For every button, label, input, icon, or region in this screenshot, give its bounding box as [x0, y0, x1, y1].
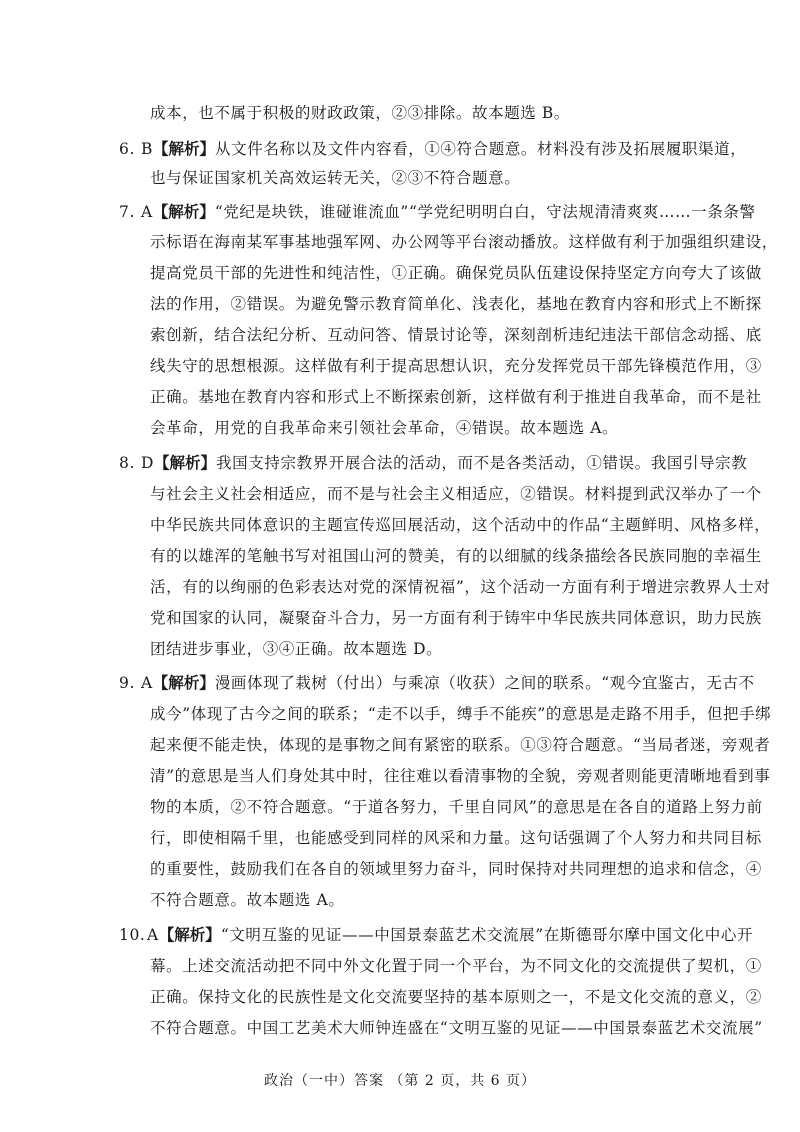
question-number: 10.	[119, 926, 146, 944]
question-text: “文明互鉴的见证——中国景泰蓝艺术交流展”在斯德哥尔摩中国文化中心开	[220, 926, 754, 944]
text-line: 成今”体现了古今之间的联系；“走不以手，缚手不能疾”的意思是走路不用手，但把手绑	[150, 705, 772, 723]
answer-letter: D	[141, 454, 155, 472]
analysis-tag: 【解析】	[152, 203, 215, 221]
text-line: 法的作用，②错误。为避免警示教育简单化、浅表化，基地在教育内容和形式上不断探	[150, 295, 762, 313]
text-line: 清”的意思是当人们身处其中时，往往难以看清事物的全貌，旁观者则能更清晰地看到事	[150, 767, 771, 785]
text-line: 起来便不能走快，体现的是事物之间有紧密的联系。①③符合题意。“当局者迷，旁观者	[150, 736, 771, 754]
text-line: 正确。保持文化的民族性是文化交流要坚持的基本原则之一，不是文化交流的意义，②	[150, 988, 762, 1006]
text-line: 不符合题意。中国工艺美术大师钟连盛在“文明互鉴的见证——中国景泰蓝艺术交流展”	[150, 1019, 763, 1037]
text-line: 正确。基地在教育内容和形式上不断探索创新，这样做有利于推进自我革命，而不是社	[150, 388, 762, 406]
text-line: 团结进步事业，③④正确。故本题选 D。	[150, 640, 443, 658]
text-line: 中华民族共同体意识的主题宣传巡回展活动，这个活动中的作品“主题鲜明、风格多样，	[150, 516, 771, 534]
question-number: 7.	[119, 203, 135, 221]
analysis-tag: 【解析】	[152, 674, 215, 692]
answer-letter: B	[141, 140, 153, 158]
answer-letter: A	[141, 674, 153, 692]
text-line: 不符合题意。故本题选 A。	[150, 891, 345, 909]
text-line: 有的以雄浑的笔触书写对祖国山河的赞美，有的以细腻的线条描绘各民族同胞的幸福生	[150, 547, 762, 565]
page-footer: 政治（一中）答案 （第 2 页，共 6 页）	[263, 1073, 537, 1089]
question-text: 我国支持宗教界开展合法的活动，而不是各类活动，①错误。我国引导宗教	[216, 454, 748, 472]
question-10-first-line	[119, 925, 753, 945]
question-6-first-line	[119, 139, 746, 159]
text-line: 提高党员干部的先进性和纯洁性，①正确。确保党员队伍建设保持坚定方向夸大了该做	[150, 264, 762, 282]
question-8-first-line	[119, 453, 747, 473]
text-line: 行，即使相隔千里，也能感受到同样的风采和力量。这句话强调了个人努力和共同目标	[150, 829, 762, 847]
answer-letter: A	[141, 203, 153, 221]
analysis-tag: 【解析】	[158, 926, 221, 944]
analysis-tag: 【解析】	[154, 454, 217, 472]
question-text: 从文件名称以及文件内容看，①④符合题意。材料没有涉及拓展履职渠道，	[215, 140, 747, 158]
analysis-tag: 【解析】	[153, 140, 216, 158]
text-line: 会革命，用党的自我革命来引领社会革命，④错误。故本题选 A。	[150, 419, 619, 437]
question-7-first-line	[119, 202, 756, 222]
question-number: 6.	[119, 140, 135, 158]
text-line: 线失守的思想根源。这样做有利于提高思想认识，充分发挥党员干部先锋模范作用，③	[150, 357, 762, 375]
text-line: 的重要性，鼓励我们在各自的领域里努力奋斗，同时保持对共同理想的追求和信念，④	[150, 860, 762, 878]
text-line: 幕。上述交流活动把不同中外文化置于同一个平台，为不同文化的交流提供了契机，①	[150, 957, 762, 975]
question-text: “党纪是块铁，谁碰谁流血”“学党纪明明白白，守法规清清爽爽……一条条警	[214, 203, 756, 221]
question-number: 8.	[119, 454, 135, 472]
text-line: 也与保证国家机关高效运转无关，②③不符合题意。	[150, 169, 521, 187]
text-line: 活，有的以绚丽的色彩表达对党的深情祝福”，这个活动一方面有利于增进宗教界人士对	[150, 578, 771, 596]
text-line: 成本，也不属于积极的财政政策，②③排除。故本题选 B。	[150, 104, 571, 122]
text-line: 索创新，结合法纪分析、互动问答、情景讨论等，深刻剖析违纪违法干部信念动摇、底	[150, 326, 762, 344]
question-9-first-line	[119, 673, 755, 693]
text-line: 物的本质，②不符合题意。“于道各努力，千里自同风”的意思是在各自的道路上努力前	[150, 798, 763, 816]
text-line: 党和国家的认同，凝聚奋斗合力，另一方面有利于铸牢中华民族共同体意识，助力民族	[150, 609, 762, 627]
text-line: 与社会主义社会相适应，而不是与社会主义相适应，②错误。材料提到武汉举办了一个	[150, 485, 762, 503]
answer-letter: A	[147, 926, 159, 944]
question-text: 漫画体现了栽树（付出）与乘凉（收获）之间的联系。“观今宜鉴古，无古不	[214, 674, 755, 692]
question-number: 9.	[119, 674, 135, 692]
text-line: 示标语在海南某军事基地强军网、办公网等平台滚动播放。这样做有利于加强组织建设，	[150, 233, 778, 251]
